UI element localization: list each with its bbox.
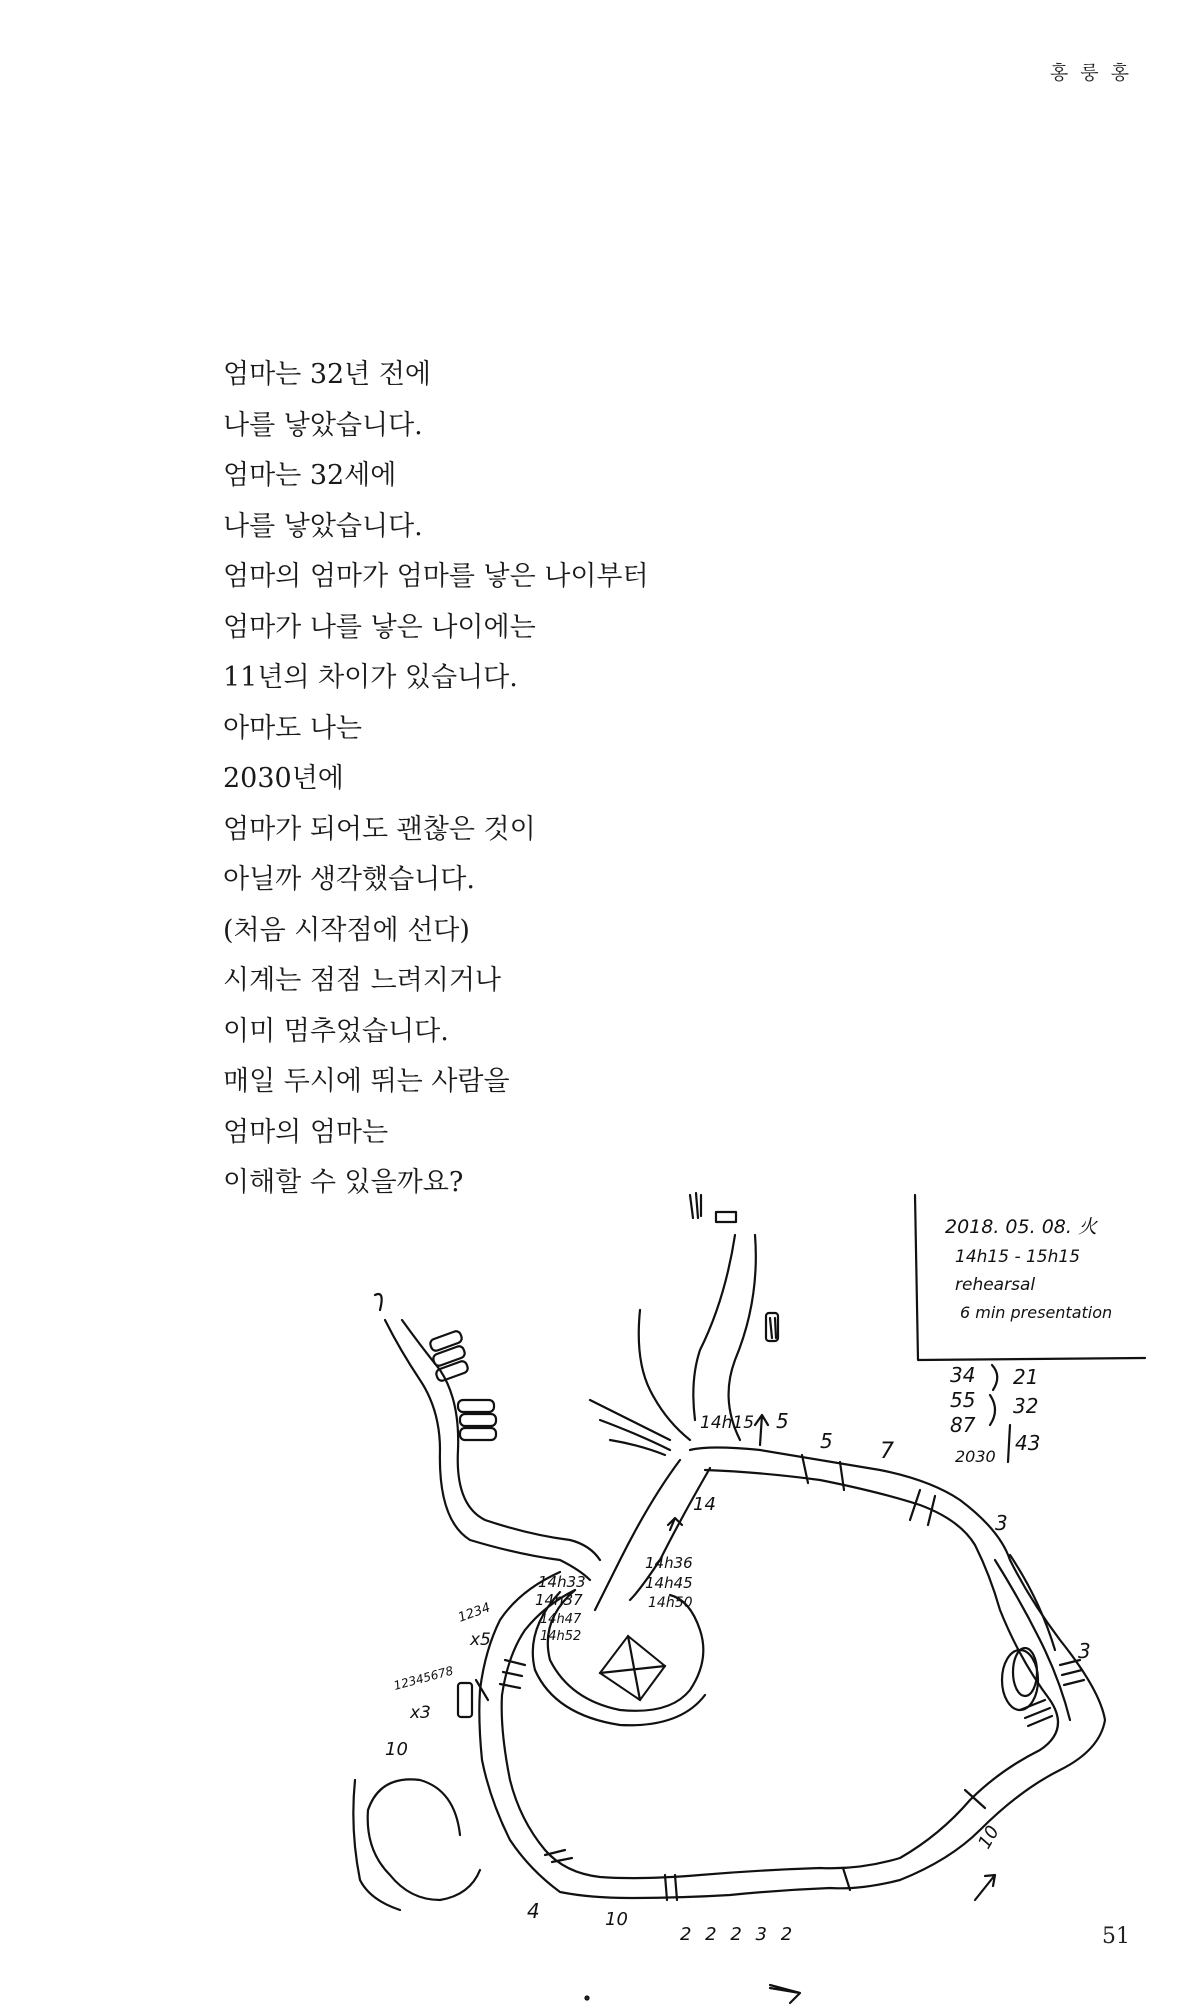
map-number: 5 xyxy=(776,1409,789,1433)
poem-line: 엄마는 32세에 xyxy=(223,460,397,491)
number-left: 34 xyxy=(950,1363,976,1387)
stone-objects xyxy=(429,1330,496,1440)
poem-line: 엄마가 되어도 괜찮은 것이 xyxy=(223,813,536,845)
map-number: 4 xyxy=(527,1899,540,1923)
map-number: 2 2 2 3 2 xyxy=(680,1924,797,1945)
number-right: 43 xyxy=(1015,1431,1041,1455)
map-number: 3 xyxy=(1078,1639,1091,1663)
note-date: 2018. 05. 08. 火 xyxy=(945,1216,1097,1238)
map-number: 10 xyxy=(385,1739,408,1760)
age-numbers xyxy=(950,1363,1040,1466)
time-label: 14h15 xyxy=(700,1413,755,1433)
time-label: 14h33 xyxy=(538,1573,586,1591)
page-number: 51 xyxy=(1102,1924,1130,1949)
poem-line: 나를 낳았습니다. xyxy=(223,409,423,441)
number-right: 32 xyxy=(1013,1394,1039,1418)
time-label: 14h50 xyxy=(648,1595,693,1611)
pyramid-icon xyxy=(600,1636,665,1700)
count-label: x3 xyxy=(410,1703,431,1723)
poem-line: 엄마가 나를 낳은 나이에는 xyxy=(223,611,536,643)
poem-line: 엄마는 32년 전에 xyxy=(223,359,432,390)
map-number: 3 xyxy=(995,1511,1008,1535)
map-number: 10 xyxy=(605,1909,628,1930)
note-time: 14h15 - 15h15 xyxy=(955,1247,1081,1267)
time-label: 14h36 xyxy=(645,1554,693,1572)
poem-line: 아닐까 생각했습니다. xyxy=(223,864,475,895)
poem-line: 이해할 수 있을까요? xyxy=(223,1167,464,1198)
number-right: 21 xyxy=(1013,1365,1039,1389)
map-number: 14 xyxy=(693,1494,716,1515)
number-left: 87 xyxy=(950,1413,976,1437)
count-label: x5 xyxy=(470,1630,491,1650)
poem-line: 아마도 나는 xyxy=(223,712,362,744)
number-left: 2030 xyxy=(955,1447,996,1466)
time-label: 14h47 xyxy=(540,1612,582,1627)
schedule-note xyxy=(915,1195,1145,1360)
poem-line: 시계는 점점 느려지거나 xyxy=(223,965,501,996)
author-header: 홍 룽 홍 xyxy=(1049,62,1132,84)
note-presentation: 6 min presentation xyxy=(960,1303,1113,1322)
time-label: 14h52 xyxy=(540,1629,582,1644)
poem-line: 엄마의 엄마가 엄마를 낳은 나이부터 xyxy=(223,561,649,592)
poem-line: 2030년에 xyxy=(223,763,344,794)
poem-line: 엄마의 엄마는 xyxy=(223,1116,389,1148)
map-number: 10 xyxy=(974,1822,1004,1853)
poem-line: 이미 멈추었습니다. xyxy=(223,1015,449,1047)
note-rehearsal: rehearsal xyxy=(955,1275,1036,1295)
count-label: 12345678 xyxy=(392,1663,455,1693)
map-number: 7 xyxy=(880,1439,894,1464)
poem-line: 매일 두시에 뛰는 사람을 xyxy=(223,1066,510,1097)
time-label: 14h37 xyxy=(535,1591,583,1609)
poem-line: (처음 시작점에 선다) xyxy=(223,914,470,946)
count-label: 1234 xyxy=(456,1600,493,1626)
time-label: 14h45 xyxy=(645,1574,693,1592)
poem-line: 11년의 차이가 있습니다. xyxy=(223,662,518,693)
map-number: 5 xyxy=(820,1429,833,1453)
number-left: 55 xyxy=(950,1388,976,1412)
poem-line: 나를 낳았습니다. xyxy=(223,510,423,542)
